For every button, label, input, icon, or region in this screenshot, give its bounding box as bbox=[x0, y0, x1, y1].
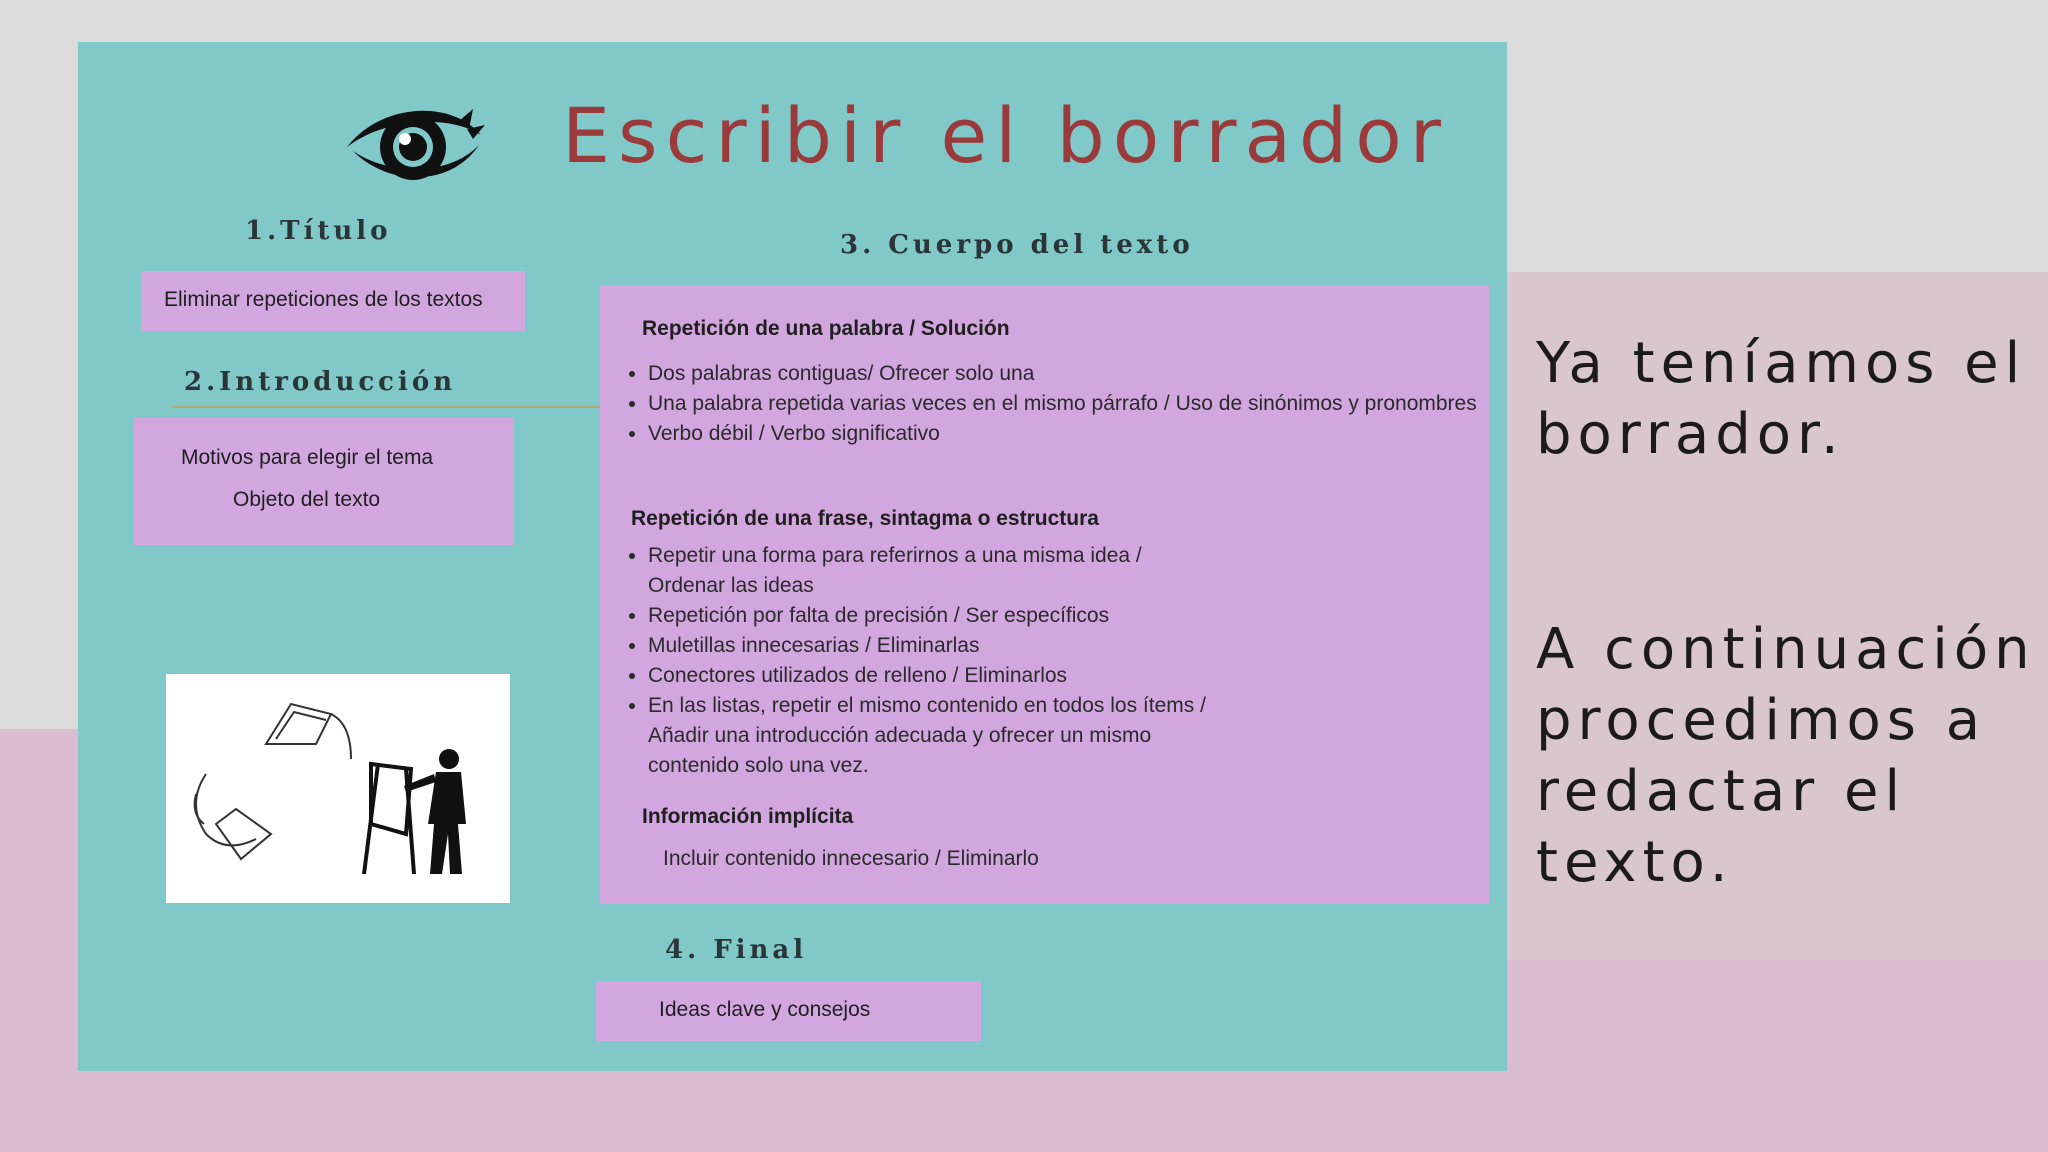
list-item: • Repetición por falta de precisión / Ser específicos bbox=[648, 601, 1208, 631]
list-item: • Conectores utilizados de relleno / Eliminarlos bbox=[648, 661, 1208, 691]
list-item: • En las listas, repetir el mismo contenido en todos los ítems / Añadir una introducción adecuada y ofrecer un mismo contenido solo una vez. bbox=[648, 691, 1208, 781]
side-line: texto. bbox=[1536, 830, 1734, 895]
heading-titulo: 1.Título bbox=[245, 216, 392, 246]
slide-title: Escribir el borrador bbox=[562, 91, 1450, 180]
group-1-title: Repetición de una palabra / Solución bbox=[642, 317, 1010, 340]
side-line: borrador. bbox=[1536, 402, 1845, 467]
titulo-text: Eliminar repeticiones de los textos bbox=[164, 288, 483, 311]
heading-final: 4. Final bbox=[665, 935, 808, 965]
list-item: • Verbo débil / Verbo significativo bbox=[648, 419, 1478, 449]
group-3-text: Incluir contenido innecesario / Eliminarlo bbox=[663, 847, 1039, 870]
side-line: Ya teníamos el bbox=[1536, 331, 2027, 396]
list-item: • Muletillas innecesarias / Eliminarlas bbox=[648, 631, 1208, 661]
group-2-title: Repetición de una frase, sintagma o estructura bbox=[631, 507, 1099, 530]
introduccion-box bbox=[134, 418, 514, 545]
divider-line bbox=[172, 406, 602, 408]
list-item: • Dos palabras contiguas/ Ofrecer solo una bbox=[648, 359, 1478, 389]
group-3-title: Información implícita bbox=[642, 805, 854, 828]
side-paragraph-2 bbox=[1536, 614, 2036, 898]
side-line: procedimos a bbox=[1536, 688, 1987, 753]
side-paragraph-1 bbox=[1536, 328, 2026, 470]
introduccion-line-1: Motivos para elegir el tema bbox=[181, 446, 434, 469]
painter-illustration bbox=[166, 674, 510, 903]
final-text: Ideas clave y consejos bbox=[659, 998, 871, 1021]
side-line: A continuación bbox=[1536, 617, 2036, 682]
side-line: redactar el bbox=[1536, 759, 1907, 824]
introduccion-line-2: Objeto del texto bbox=[233, 488, 381, 511]
group-1-list bbox=[620, 359, 1478, 449]
list-item: • Repetir una forma para referirnos a una misma idea / Ordenar las ideas bbox=[648, 541, 1208, 601]
cuerpo-box bbox=[600, 285, 1489, 904]
heading-introduccion: 2.Introducción bbox=[184, 367, 457, 397]
slide bbox=[78, 42, 1507, 1071]
titulo-box bbox=[141, 271, 525, 331]
list-item: • Una palabra repetida varias veces en el mismo párrafo / Uso de sinónimos y pronombres bbox=[648, 389, 1478, 419]
painter-silhouette-icon bbox=[166, 674, 510, 903]
final-box bbox=[596, 981, 981, 1041]
heading-cuerpo: 3. Cuerpo del texto bbox=[840, 230, 1194, 260]
group-2-list bbox=[620, 541, 1208, 781]
eye-icon bbox=[341, 95, 487, 191]
